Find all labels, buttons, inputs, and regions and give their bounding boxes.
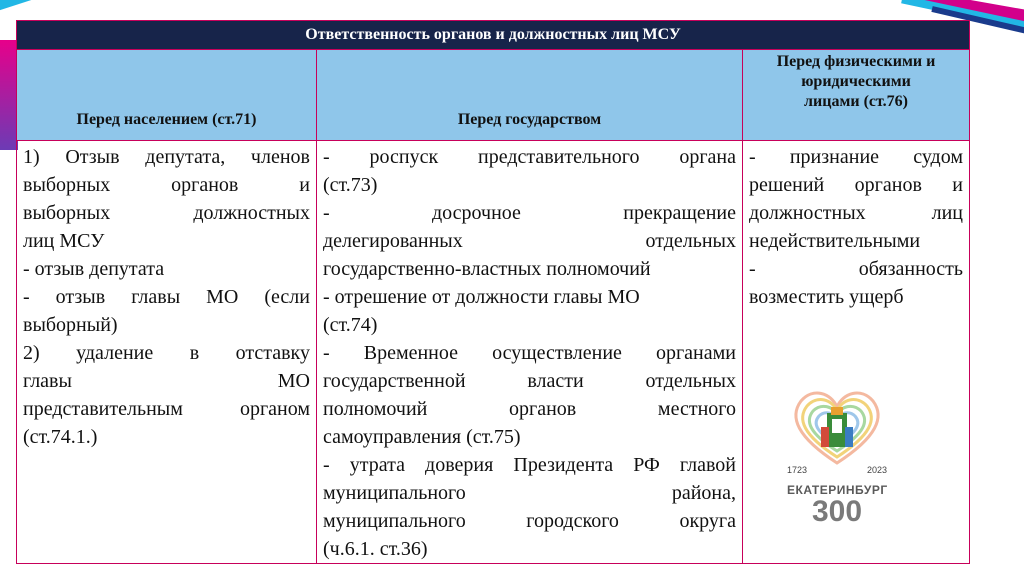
column-header-persons-line: Перед физическими и bbox=[776, 53, 936, 70]
text-line: выборный) bbox=[23, 314, 118, 336]
text-line: делегированных отдельных bbox=[323, 230, 736, 252]
text-line: 1) Отзыв депутата, членов bbox=[23, 146, 310, 168]
text-line: (ст.74) bbox=[323, 314, 378, 336]
ekaterinburg-300-logo bbox=[787, 387, 887, 537]
text-line: (ч.6.1. ст.36) bbox=[323, 538, 428, 560]
text-line: самоуправления (ст.75) bbox=[323, 426, 521, 448]
text-line: должностных лиц bbox=[749, 202, 964, 224]
text-line: - досрочное прекращение bbox=[323, 202, 736, 224]
text-line: решений органов и bbox=[749, 174, 964, 196]
text-line: представительным органом bbox=[23, 398, 310, 420]
column-header-persons-line: лицами (ст.76) bbox=[804, 93, 908, 110]
text-line: выборных должностных bbox=[23, 202, 310, 224]
text-line: - отзыв главы МО (если bbox=[23, 286, 310, 308]
text-line: 2) удаление в отставку bbox=[23, 342, 310, 364]
text-line: - отзыв депутата bbox=[23, 258, 165, 280]
text-line: - признание судом bbox=[749, 146, 964, 168]
text-line: - отрешение от должности главы МО bbox=[323, 286, 640, 308]
text-line: возместить ущерб bbox=[749, 286, 904, 308]
heart-building-icon bbox=[787, 387, 887, 467]
text-line: полномочий органов местного bbox=[323, 398, 736, 420]
text-line: - роспуск представительного органа bbox=[323, 146, 736, 168]
cell-state bbox=[317, 141, 743, 564]
text-line: (ст.74.1.) bbox=[23, 426, 98, 448]
cell-population bbox=[17, 141, 317, 564]
column-header-population: Перед населением (ст.71) bbox=[17, 50, 317, 141]
text-line: выборных органов и bbox=[23, 174, 310, 196]
text-line: - Временное осуществление органами bbox=[323, 342, 736, 364]
column-header-persons-line: юридическими bbox=[801, 73, 911, 90]
text-line: лиц МСУ bbox=[23, 230, 105, 252]
text-line: муниципального городского округа bbox=[323, 510, 736, 532]
text-line: - обязанность bbox=[749, 258, 964, 280]
table-title: Ответственность органов и должностных лиц МСУ bbox=[17, 21, 970, 50]
text-line: - утрата доверия Президента РФ главой bbox=[323, 454, 736, 476]
text-line: муниципального района, bbox=[323, 482, 736, 504]
column-header-persons bbox=[743, 50, 970, 141]
text-line: недействительными bbox=[749, 230, 921, 252]
logo-years bbox=[787, 465, 887, 475]
text-line: государственно-властных полномочий bbox=[323, 258, 651, 280]
logo-city: ЕКАТЕРИНБУРГ bbox=[787, 483, 888, 497]
logo-year-start: 1723 bbox=[787, 465, 808, 475]
logo-number: 300 bbox=[811, 495, 863, 528]
text-line: государственной власти отдельных bbox=[323, 370, 736, 392]
text-line: главы МО bbox=[23, 370, 310, 392]
text-line: (ст.73) bbox=[323, 174, 378, 196]
logo-year-end: 2023 bbox=[866, 465, 887, 475]
column-header-state: Перед государством bbox=[317, 50, 743, 141]
